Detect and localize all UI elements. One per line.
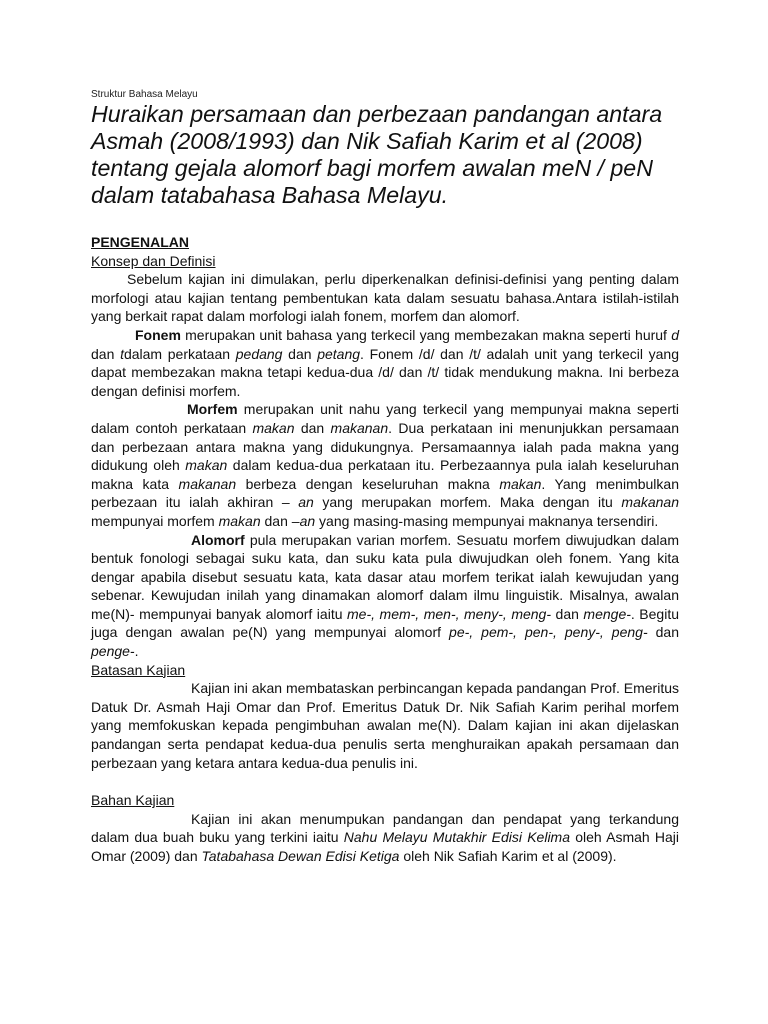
example-word: makanan xyxy=(330,419,389,436)
text-span: pula merupakan varian morfem. Sesuatu morfem diwujudkan dalam bentuk fonologi sebagai suku kata, dan suku kata pula diwujudkan oleh fonem. Yang kita dengar apabila disebut sesuatu kata, kata dasar atau morfem terikat ialah kewujudan yang sebenar. Kewujudan inilah yang dinamakan alomorf dalam ilmu linguistik. Misalnya, awalan me(N)- mempunyai banyak alomorf iaitu xyxy=(91,531,679,622)
alomorf-forms: menge- xyxy=(583,605,631,622)
text-span: dalam perkataan xyxy=(123,345,236,362)
subheading-bahan-text: Bahan Kajian xyxy=(91,792,175,809)
example-word: makan xyxy=(218,512,261,529)
title-line: Huraikan persamaan dan perbezaan pandangan antara xyxy=(91,101,663,127)
text-span: dan xyxy=(282,345,318,362)
text-span: dan xyxy=(647,624,679,641)
text-span: . Fonem /d/ dan /t/ adalah unit yang terkecil yang dapat membezakan makna tetapi kedua-dua /d/ dan /t/ tidak mendukung makna. Ini berbeza dengan definisi morfem. xyxy=(91,345,680,399)
paragraph-morfem xyxy=(91,400,679,530)
alomorf-forms: me-, mem-, men-, meny-, meng- xyxy=(347,605,552,622)
paragraph-alomorf xyxy=(91,531,679,661)
text-span: . Dua perkataan ini menunjukkan persamaan dan perbezaan antara makna yang didukungnya. Persamaannya ialah pada makna yang didukung oleh xyxy=(91,419,679,474)
example-word: makan xyxy=(185,457,228,474)
text-span: Kajian ini akan menumpukan pandangan dan pendapat yang terkandung dalam dua buah buku yang terkini iaitu xyxy=(91,810,679,846)
subheading-konsep-text: Konsep dan Definisi xyxy=(91,252,216,269)
spacer xyxy=(91,772,679,791)
term-alomorf: Alomorf xyxy=(191,531,245,548)
example-word: pedang xyxy=(235,345,283,362)
example-word: petang xyxy=(317,345,361,362)
subheading-konsep xyxy=(91,252,679,271)
paragraph-batasan: Kajian ini akan membataskan perbincangan kepada pandangan Prof. Emeritus Datuk Dr. Asmah Haji Omar dan Prof. Emeritus Datuk Dr. Nik Safiah Karim perihal morfem yang memfokuskan kepada pengimbuhan awalan me(N). Dalam kajian ini akan dijelaskan pandangan serta pendapat kedua-dua penulis serta menghuraikan apakah persamaan dan perbezaan yang ketara antara kedua-dua penulis ini. xyxy=(91,680,679,771)
text-span: mempunyai morfem xyxy=(91,512,219,529)
term-morfem: Morfem xyxy=(187,401,238,418)
example-word: an xyxy=(299,512,316,529)
paragraph-intro: Sebelum kajian ini dimulakan, perlu diperkenalkan definisi-definisi yang penting dalam morfologi atau kajian tentang pembentukan kata dalam sesuatu bahasa.Antara istilah-istilah yang berkait rapat dalam morfologi ialah fonem, morfem dan alomorf. xyxy=(91,271,679,325)
text-span: berbeza dengan keseluruhan makna xyxy=(236,475,500,492)
book-title: Nahu Melayu Mutakhir Edisi Kelima xyxy=(343,829,571,846)
title-line: tentang gejala alomorf bagi morfem awalan meN / peN xyxy=(91,155,653,181)
document-body xyxy=(91,233,679,866)
title-line: Asmah (2008/1993) dan Nik Safiah Karim et al (2008) xyxy=(91,128,643,154)
text-span: yang masing-masing mempunyai maknanya tersendiri. xyxy=(315,512,659,529)
text-span: dan – xyxy=(260,512,300,529)
example-word: an xyxy=(298,494,314,511)
text-span: yang merupakan morfem. Maka dengan itu xyxy=(313,494,622,511)
book-title: Tatabahasa Dewan Edisi Ketiga xyxy=(201,848,400,864)
example-word: makanan xyxy=(178,475,237,492)
example-word: makan xyxy=(499,475,542,492)
example-word: makan xyxy=(252,419,295,436)
text-span: . xyxy=(134,643,139,660)
subheading-batasan-text: Batasan Kajian xyxy=(91,661,186,678)
text-span: oleh Nik Safiah Karim et al (2009). xyxy=(399,848,617,864)
text-span: dalam kedua-dua perkataan itu. Perbezaannya pula ialah keseluruhan makna kata xyxy=(91,457,679,492)
subheading-batasan xyxy=(91,661,679,680)
text-span: oleh Asmah Haji Omar (2009) dan xyxy=(91,829,680,864)
title-line: dalam tatabahasa Bahasa Melayu. xyxy=(91,182,449,208)
text-span: . Yang menimbulkan perbezaan itu ialah akhiran – xyxy=(91,475,679,511)
subheading-bahan xyxy=(91,791,679,810)
section-heading: PENGENALAN xyxy=(91,234,190,250)
example-t: t xyxy=(120,345,124,362)
paragraph-bahan xyxy=(91,810,679,866)
text-span: dan xyxy=(294,419,331,436)
alomorf-forms: penge- xyxy=(91,643,135,660)
paragraph-fonem xyxy=(91,326,679,400)
example-word: makanan xyxy=(621,494,679,511)
text-span: . Begitu juga dengan awalan pe(N) yang mempunyai alomorf xyxy=(91,605,679,641)
text-span: dan xyxy=(551,605,584,622)
text-span: dan xyxy=(91,345,121,362)
example-d: d xyxy=(671,326,679,343)
alomorf-forms: pe-, pem-, pen-, peny-, peng- xyxy=(449,624,648,641)
text-span: merupakan unit nahu yang terkecil yang mempunyai makna seperti dalam contoh perkataan xyxy=(91,401,679,436)
running-header: Struktur Bahasa Melayu xyxy=(91,89,198,100)
document-title xyxy=(91,101,691,209)
term-fonem: Fonem xyxy=(135,326,181,343)
text-span: merupakan unit bahasa yang terkecil yang membezakan makna seperti huruf xyxy=(180,326,672,343)
